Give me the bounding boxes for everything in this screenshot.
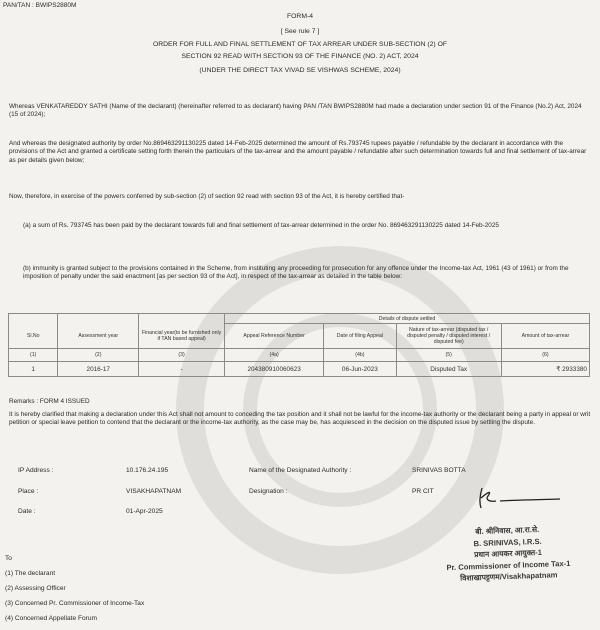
col-number: (2) bbox=[58, 349, 139, 362]
col-number: (4a) bbox=[225, 349, 324, 362]
order-title-line-1: ORDER FOR FULL AND FINAL SETTLEMENT OF TAX ARREAR UNDER SUB-SECTION (2) OF bbox=[152, 41, 448, 48]
designated-authority-label: Name of the Designated Authority : bbox=[249, 467, 352, 474]
order-title-line-3: (UNDER THE DIRECT TAX VIVAD SE VISHWAS SCHEME, 2024) bbox=[199, 67, 401, 74]
to-label: To bbox=[5, 555, 12, 562]
stamp-line-title: Pr. Commissioner of Income Tax-1 bbox=[446, 558, 571, 572]
cell-amount: ₹ 2933380 bbox=[501, 362, 589, 377]
recipient-item: (4) Concerned Appellate Forum bbox=[5, 615, 97, 622]
remarks: Remarks : FORM 4 ISSUED bbox=[9, 398, 90, 405]
clarification-paragraph: It is hereby clarified that making a declaration under this Act shall not amount to conceding the tax position and it shall not be lawful for the income-tax authority or the declarant being a party in appeal or writ petition or special leave petition to contend that the declarant or the income-tax authority, as the case may be, has acquiesced in the decision on the disputed issue by settling the dispute. bbox=[9, 411, 591, 427]
recipient-item: (3) Concerned Pr. Commissioner of Income-Tax bbox=[5, 600, 145, 607]
cell-financial-year: - bbox=[139, 362, 225, 377]
whereas-paragraph: Whereas VENKATAREDDY SATHI (Name of the declarant) (hereinafter referred to as declarant) having PAN /TAN BWIPS2880M had made a declaration under section 91 of the Finance (No.2) Act, 2024 (15 of 2024); bbox=[9, 103, 582, 119]
recipient-item: (2) Assessing Officer bbox=[5, 585, 66, 592]
col-header-nature: Nature of tax-arrear (disputed tax / disputed penalty / disputed interest / disputed fee) bbox=[396, 324, 501, 349]
designated-authority-value: SRINIVAS BOTTA bbox=[412, 467, 466, 474]
now-therefore-paragraph: Now, therefore, in exercise of the powers conferred by sub-section (2) of section 92 read with section 93 of the Act, it is hereby certified that- bbox=[9, 193, 405, 200]
recipient-item: (1) The declarant bbox=[5, 570, 56, 577]
place-value: VISAKHAPATNAM bbox=[126, 488, 182, 495]
col-header-amount: Amount of tax-arrear bbox=[501, 324, 589, 349]
ip-address-label: IP Address : bbox=[18, 467, 54, 474]
col-number: (3) bbox=[139, 349, 225, 362]
col-header-assessment-year: Assessment year bbox=[58, 324, 139, 349]
cell-appeal-ref: 204380910060623 bbox=[225, 362, 324, 377]
handwritten-signature bbox=[474, 486, 564, 510]
date-value: 01-Apr-2025 bbox=[126, 508, 163, 515]
designation-label: Designation : bbox=[249, 488, 288, 495]
col-header-financial-year: Financial year(to be furnished only if TAN based appeal) bbox=[139, 324, 225, 349]
clause-b: (b) immunity is granted subject to the provisions contained in the Scheme, from instituting any proceeding for prosecution for any offence under the Income-tax Act, 1961 (43 of 1961) or from the imposition of penalty under the said enactment [as per section 93 of the Act], in respect of the tax-arrear as detailed in the table below: bbox=[23, 265, 569, 281]
table-row bbox=[9, 362, 590, 377]
whereas-designated-authority-paragraph: And whereas the designated authority by order No.869463291130225 dated 14-Feb-2025 determined the amount of Rs.793745 rupees payable / refundable by the declarant in accordance with the provisions of the Act and granted a certificate setting forth therein the particulars of the tax-arrear and the amount payable / refundable after such determination towards full and final settlement of tax-arrear as per details given below; bbox=[9, 140, 587, 164]
table-group-header: Details of dispute settled bbox=[225, 314, 590, 324]
stamp-line-hindi-title: प्रधान आयकर आयुक्त-1 bbox=[473, 547, 543, 560]
cell-filing-date: 06-Jun-2023 bbox=[324, 362, 396, 377]
col-number: (5) bbox=[396, 349, 501, 362]
cell-nature: Disputed Tax bbox=[396, 362, 501, 377]
clause-a: (a) a sum of Rs. 793745 has been paid by the declarant towards full and final settlement of tax-arrear determined in the order No. 869463291130225 dated 14-Feb-2025 bbox=[23, 222, 499, 229]
place-label: Place : bbox=[18, 488, 39, 495]
date-label: Date : bbox=[18, 508, 36, 515]
col-number: (6) bbox=[501, 349, 589, 362]
cell-assessment-year: 2016-17 bbox=[58, 362, 139, 377]
rule-reference: [ See rule 7 ] bbox=[280, 28, 320, 35]
stamp-line-hindi-name: बी. श्रीनिवास, आ.रा.से. bbox=[475, 524, 540, 537]
official-stamp bbox=[417, 522, 599, 586]
ip-address-value: 10.176.24.195 bbox=[126, 467, 169, 474]
dispute-details-table bbox=[8, 313, 590, 377]
col-number: (4b) bbox=[324, 349, 396, 362]
form-number: FORM-4 bbox=[286, 13, 314, 20]
designation-value: PR CIT bbox=[412, 488, 434, 495]
col-number: (1) bbox=[9, 349, 58, 362]
cell-sl-no: 1 bbox=[9, 362, 58, 377]
stamp-line-city: विशाखापट्टणम/Visakhapatnam bbox=[460, 570, 558, 583]
stamp-line-name: B. SRINIVAS, I.R.S. bbox=[473, 536, 542, 548]
col-header-sl-no: Sl.No bbox=[9, 324, 58, 349]
col-header-filing-date: Date of filing Appeal bbox=[324, 324, 396, 349]
order-title-line-2: SECTION 92 READ WITH SECTION 93 OF THE FINANCE (NO. 2) ACT, 2024 bbox=[181, 53, 419, 60]
pan-tan-header: PAN/TAN : BWIPS2880M bbox=[3, 2, 77, 9]
col-header-appeal-ref: Appeal Reference Number bbox=[225, 324, 324, 349]
